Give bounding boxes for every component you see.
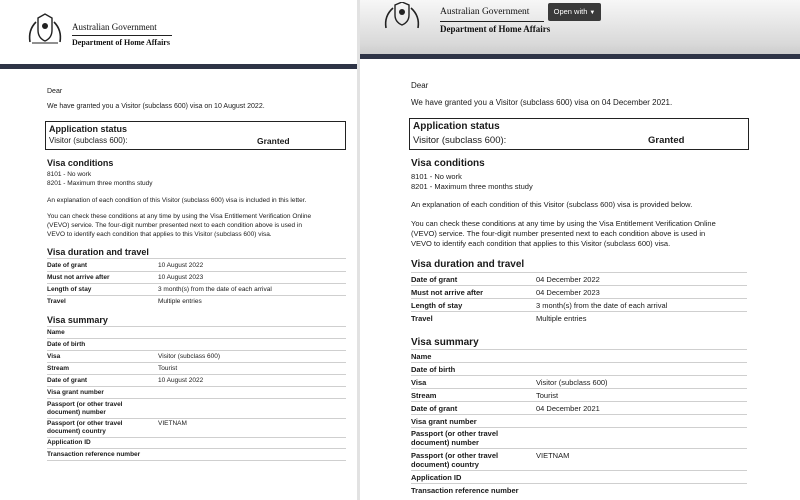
chevron-down-icon: ▼: [589, 10, 596, 16]
summary-label: Visa grant number: [411, 417, 477, 426]
summary-label-cont: document) country: [47, 428, 106, 435]
duration-value: 04 December 2022: [536, 275, 600, 284]
letter-header: [360, 0, 800, 58]
row-divider: [47, 362, 346, 363]
duration-label: Travel: [411, 314, 433, 323]
row-divider: [47, 258, 346, 259]
vevo-text-line: You can check these conditions at any time by using the Visa Entitlement Verification Online: [411, 219, 716, 228]
duration-value: 10 August 2023: [158, 274, 204, 281]
vevo-text-line: You can check these conditions at any time by using the Visa Entitlement Verification Online: [47, 213, 312, 220]
conditions-explanation: An explanation of each condition of this Visitor (subclass 600) visa is included in this letter.: [47, 197, 307, 204]
row-divider: [411, 470, 747, 471]
vevo-text-line: (VEVO) service. The four-digit number presented next to each condition above is used in: [411, 229, 706, 238]
conditions-explanation: An explanation of each condition of this Visitor (subclass 600) visa is provided below.: [411, 200, 693, 209]
grant-intro: We have granted you a Visitor (subclass 600) visa on 04 December 2021.: [411, 98, 673, 107]
summary-label: Transaction reference number: [411, 486, 519, 495]
conditions-title: Visa conditions: [411, 158, 485, 169]
row-divider: [47, 295, 346, 296]
summary-label: Date of birth: [411, 365, 456, 374]
duration-value: 10 August 2022: [158, 262, 204, 269]
duration-title: Visa duration and travel: [47, 247, 149, 257]
left-visa-letter: [0, 0, 358, 500]
government-name: Australian Government: [440, 7, 530, 17]
row-divider: [47, 271, 346, 272]
row-divider: [411, 272, 747, 273]
vevo-text-line: VEVO to identify each condition that applies to this Visitor (subclass 600) visa.: [47, 231, 272, 238]
row-divider: [47, 437, 346, 438]
row-divider: [411, 311, 747, 312]
duration-label: Date of grant: [411, 275, 458, 284]
row-divider: [411, 375, 747, 376]
summary-value: Tourist: [536, 391, 559, 400]
summary-label: Passport (or other travel: [411, 451, 499, 460]
row-divider: [411, 285, 747, 286]
row-divider: [411, 362, 747, 363]
duration-label: Must not arrive after: [411, 288, 484, 297]
duration-label: Length of stay: [47, 286, 92, 293]
summary-value: VIETNAM: [536, 451, 570, 460]
summary-label: Visa: [411, 378, 427, 387]
summary-label: Name: [411, 352, 432, 361]
summary-label: Application ID: [47, 439, 91, 446]
summary-value: Visitor (subclass 600): [158, 353, 221, 360]
grant-intro: We have granted you a Visitor (subclass 600) visa on 10 August 2022.: [47, 103, 265, 110]
row-divider: [411, 401, 747, 402]
row-divider: [47, 283, 346, 284]
summary-title: Visa summary: [411, 337, 479, 348]
summary-label: Application ID: [411, 473, 462, 482]
condition-item: 8201 - Maximum three months study: [411, 182, 533, 191]
duration-value: 3 month(s) from the date of each arrival: [536, 301, 668, 310]
status-value: Granted: [648, 135, 685, 146]
coat-of-arms-icon: [380, 2, 424, 30]
summary-title: Visa summary: [47, 315, 108, 325]
summary-label: Stream: [47, 365, 70, 372]
duration-value: Multiple entries: [158, 298, 202, 305]
status-label: Visitor (subclass 600):: [413, 135, 507, 146]
summary-label: Date of birth: [47, 341, 86, 348]
row-divider: [47, 418, 346, 419]
duration-title: Visa duration and travel: [411, 259, 525, 270]
header-bar: [0, 64, 358, 69]
duration-value: 3 month(s) from the date of each arrival: [158, 286, 272, 293]
row-divider: [47, 460, 346, 461]
greeting: Dear: [411, 81, 429, 90]
summary-label: Visa: [47, 353, 61, 360]
summary-value: VIETNAM: [158, 420, 187, 427]
row-divider: [411, 483, 747, 484]
status-value: Granted: [257, 136, 290, 146]
row-divider: [411, 448, 747, 449]
summary-label: Stream: [411, 391, 437, 400]
condition-item: 8101 - No work: [411, 172, 462, 181]
summary-label: Date of grant: [47, 377, 88, 384]
row-divider: [47, 338, 346, 339]
summary-label: Date of grant: [411, 404, 458, 413]
duration-label: Date of grant: [47, 262, 88, 269]
letter-header: [0, 0, 358, 66]
summary-value: 04 December 2021: [536, 404, 600, 413]
summary-value: Tourist: [158, 365, 178, 372]
right-visa-letter: [360, 0, 800, 500]
department-name: Department of Home Affairs: [440, 24, 551, 34]
government-name: Australian Government: [72, 22, 157, 32]
duration-label: Travel: [47, 298, 66, 305]
duration-value: 04 December 2023: [536, 288, 600, 297]
status-title: Application status: [49, 124, 128, 134]
summary-label-cont: document) number: [411, 438, 479, 447]
header-rule: [72, 35, 172, 36]
summary-label: Visa grant number: [47, 389, 104, 396]
summary-label: Passport (or other travel: [47, 401, 123, 408]
department-name: Department of Home Affairs: [72, 38, 170, 47]
row-divider: [47, 386, 346, 387]
vevo-text-line: (VEVO) service. The four-digit number presented next to each condition above is used in: [47, 222, 302, 229]
row-divider: [47, 448, 346, 449]
summary-value: Visitor (subclass 600): [536, 378, 608, 387]
status-title: Application status: [413, 121, 500, 132]
row-divider: [411, 349, 747, 350]
row-divider: [411, 414, 747, 415]
open-with-button[interactable]: [548, 3, 601, 21]
summary-label: Passport (or other travel: [411, 429, 499, 438]
summary-label-cont: document) country: [411, 460, 479, 469]
status-label: Visitor (subclass 600):: [49, 136, 128, 145]
vevo-text-line: VEVO to identify each condition that applies to this Visitor (subclass 600) visa.: [411, 239, 671, 248]
summary-label: Transaction reference number: [47, 451, 141, 458]
row-divider: [411, 388, 747, 389]
summary-label: Passport (or other travel: [47, 420, 123, 427]
open-with-label: Open with: [553, 7, 588, 16]
row-divider: [47, 350, 346, 351]
row-divider: [47, 326, 346, 327]
condition-item: 8201 - Maximum three months study: [47, 180, 153, 187]
summary-label: Name: [47, 329, 65, 336]
duration-label: Must not arrive after: [47, 274, 110, 281]
duration-label: Length of stay: [411, 301, 463, 310]
conditions-title: Visa conditions: [47, 158, 114, 168]
row-divider: [47, 398, 346, 399]
row-divider: [411, 298, 747, 299]
header-rule: [440, 21, 544, 22]
coat-of-arms-icon: [24, 12, 66, 46]
row-divider: [411, 427, 747, 428]
summary-value: 10 August 2022: [158, 377, 204, 384]
header-bar: [360, 54, 800, 59]
duration-value: Multiple entries: [536, 314, 587, 323]
row-divider: [47, 374, 346, 375]
condition-item: 8101 - No work: [47, 171, 92, 178]
greeting: Dear: [47, 88, 63, 95]
summary-label-cont: document) number: [47, 409, 106, 416]
